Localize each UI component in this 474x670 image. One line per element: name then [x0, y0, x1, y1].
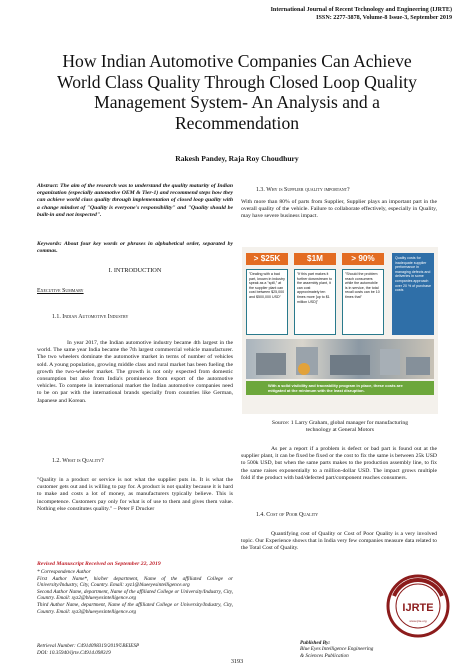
revised-note: Revised Manuscript Received on September 22, 2019 [37, 561, 161, 567]
logo-website: www.ijrte.org [409, 619, 427, 623]
quote-assembly-plant: "If this part makes it further downstream to the assembly plant, it can cost approximately ten times more [up to $1 million USD]" [294, 269, 336, 335]
quality-cost-sidebar: Quality costs for inadequate supplier performance in managing defects and deliveries in some companies approach over 20 % of purchase costs [392, 253, 434, 335]
page-number: 3193 [230, 658, 244, 665]
footnote-correspondence: * Correspondence Author [37, 569, 91, 575]
factory-photo [246, 339, 434, 379]
quote-supplier-plant: "Dealing with a bad part, known in industry speak as a "spill," at the supplier plant can cost between $25,000 and $500,000 USD" [246, 269, 288, 335]
keywords [37, 241, 233, 255]
issn-header: ISSN: 2277-3878, Volume-8 Issue-3, September 2019 [316, 15, 452, 21]
publisher-name: Blue Eyes Intelligence Engineering [300, 646, 374, 653]
footnote-first-author: First Author Name*, his/her department, Name of the affiliated College or University/Industry, City, Country. Email: xyz1@blueeyesintelligence.org [37, 575, 233, 589]
retrieval-number: Retrieval Number: C4914098319/2019©BEIESP [37, 643, 140, 649]
journal-header: International Journal of Recent Technology and Engineering (IJRTE) [270, 7, 452, 13]
amount-box-90: > 90% [342, 253, 384, 265]
footnote-second-author: Second Author Name, department, Name of the affiliated College or University/Industry, City, Country. Email: xyz2@blueeyesintelligence.org [37, 588, 233, 602]
paragraph-cost-of-quality: Quantifying cost of Quality or Cost of Poor Quality is a very involved topic. Our Experience shows that in India very few companies measure data related to the Total Cost of Quality. [241, 531, 437, 552]
subsection-1-1: 1.1. Indian Automotive Industry [52, 314, 129, 320]
paragraph-quality: "Quality in a product or service is not what the supplier puts in. It is what the customer gets out and is willing to pay for. A product is not quality because it is hard to make and costs a lot of money, as manufacturers typically believe. This is incompetence. Customers pay only for what is of use to them and gives them value. Nothing else constitutes quality." – Peter F Drucker [37, 477, 233, 512]
footnote-third-author: Third Author Name, department, Name of the affiliated College or University/Industry, City, Country. Email: xyz3@blueeyesintelligence.org [37, 601, 233, 615]
abstract-text: The aim of the research was to understand the quality maturity of Indian organization (especially automotive OEM & Tier-1) and recommend steps how they can achieve world class quality through implementation of closed loop quality with a change mindset of "Quality is everyone's responsibility" and "Quality should be built-in and not inspected". [37, 183, 234, 218]
figure-caption: Source: 1 Larry Graham, global manager for manufacturing technology at General Motors [271, 420, 409, 434]
supplier-cost-figure [242, 247, 438, 414]
abstract [37, 183, 233, 219]
publisher-label: Published By: [300, 640, 331, 646]
amount-box-25k: > $25K [246, 253, 288, 265]
subsection-1-2: 1.2. What is Quality? [52, 458, 104, 464]
paragraph-defect-cost: As per a report if a problem is defect or bad part is found out at the supplier plant, it can be fixed be fixed or the cost to fix the same is between 25k USD to 500k USD, but when the same parts makes to the production assembly line, to fix the same raises exponentially to a million-dollar USD. The impact grows multiple fold if the product with bad/defected part/component reaches consumers. [241, 446, 437, 481]
keywords-label: Keywords: [37, 241, 62, 247]
keywords-text: About four key words or phrases in alphabetical order, separated by commas. [37, 241, 233, 255]
doi: DOI: 10.35940/ijrte.C4914.098319 [37, 650, 111, 656]
logo-text: IJRTE [402, 602, 434, 614]
traceability-banner: With a solid visibility and traceability program in place, these costs are mitigated at the minimum with the least disruption. [246, 381, 434, 395]
abstract-label: Abstract: [37, 183, 59, 189]
section-heading-introduction: I. INTRODUCTION [108, 267, 162, 274]
authors: Rakesh Pandey, Raja Roy Choudhury [175, 154, 299, 163]
amount-box-1m: $1M [294, 253, 336, 265]
paragraph-supplier: With more than 80% of parts from Supplier, Supplier plays an important part in the overall quality of the vehicle. Failure to collaborate effectively, especially in Quality, may have severe business impact. [241, 199, 437, 220]
paragraph-industry: In year 2017, the Indian automotive industry became 4th largest in the world. The same year India became the 7th largest commercial vehicle manufacturer. The two wheelers dominate the automotive market in terms of number of vehicles sold. A young population, growing middle class and rural market has been fueling the growth the two-wheeler market. The growth is not only expected from domestic consumption but also from India's prominence from export of the automotive vehicles. To compete in international market the Indian automotive companies need to be on par with the international brands specially from countries like German, Japanese and Korean. [37, 340, 233, 404]
subsection-1-4: 1.4. Cost of Poor Quality [256, 512, 319, 518]
subsection-1-3: 1.3. Why is Supplier quality important? [256, 187, 350, 193]
logo-seal-icon [386, 574, 450, 638]
paper-title: How Indian Automotive Companies Can Achieve World Class Quality Through Closed Loop Quality Management System- An Analysis and a Recommendation [57, 51, 417, 133]
quote-consumer-recall: "Should the problem reach consumers while the automobile is in service, the total recall costs can be 10 times that" [342, 269, 384, 335]
footnotes [37, 569, 233, 615]
retrieval-info [37, 643, 139, 657]
publisher-name-2: & Sciences Publication [300, 652, 349, 659]
executive-summary-heading: Executive Summary [37, 288, 84, 294]
publisher-info [300, 640, 373, 659]
ijrte-logo [386, 574, 450, 638]
factory-illustration [246, 339, 434, 379]
